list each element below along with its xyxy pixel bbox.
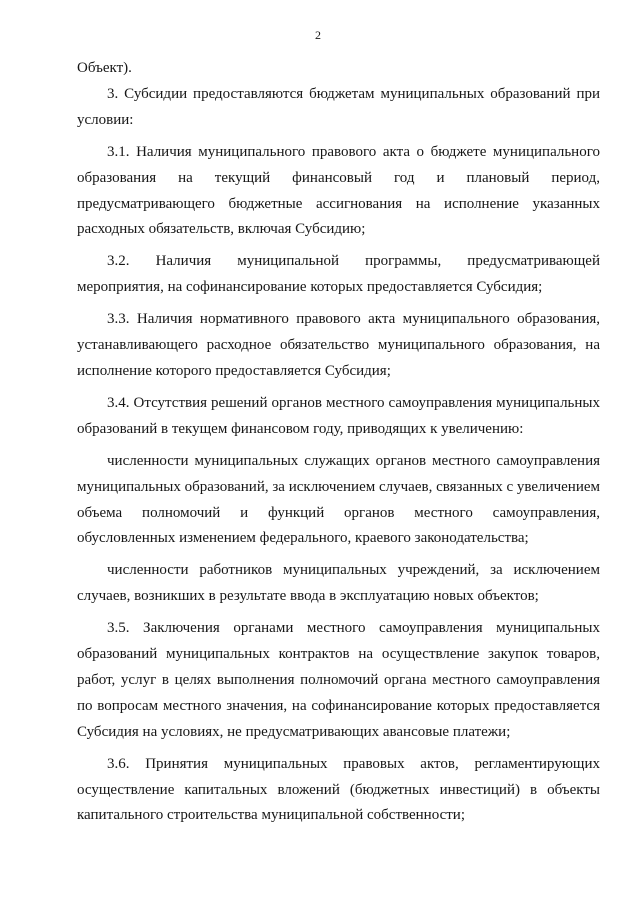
paragraph-3-1: 3.1. Наличия муниципального правового акта о бюджете муниципального образования на текущий финансовый год и плановый период, предусматривающего бюджетные ассигнования на исполнение указанных расходных обязательств, включая Субсидию;: [77, 143, 600, 238]
paragraph-3-4-item-1: численности муниципальных служащих органов местного самоуправления муниципальных образований, за исключением случаев, связанных с увеличением объема полномочий и функций органов местного самоуправления, обусловленных изменением федерального, краевого законодательства;: [77, 452, 600, 547]
paragraph-3-2: 3.2. Наличия муниципальной программы, предусматривающей мероприятия, на софинансирование которых предоставляется Субсидия;: [77, 253, 600, 296]
paragraph-3-4-item-2: численности работников муниципальных учреждений, за исключением случаев, возникших в результате ввода в эксплуатацию новых объектов;: [77, 562, 600, 605]
paragraph-3-4: 3.4. Отсутствия решений органов местного самоуправления муниципальных образований в текущем финансовом году, приводящих к увеличению:: [77, 394, 600, 437]
document-body: [77, 56, 600, 829]
paragraph-continuation: Объект).: [77, 60, 132, 76]
paragraph-3-3: 3.3. Наличия нормативного правового акта муниципального образования, устанавливающего расходное обязательство муниципального образования, на исполнение которого предоставляется Субсидия;: [77, 311, 600, 379]
paragraph-3-5: 3.5. Заключения органами местного самоуправления муниципальных образований муниципальных контрактов на осуществление закупок товаров, работ, услуг в целях выполнения полномочий органа местного самоуправления по вопросам местного значения, на софинансирование которых предоставляется Субсидия на условиях, не предусматривающих авансовые платежи;: [77, 620, 600, 740]
paragraph-3-6: 3.6. Принятия муниципальных правовых актов, регламентирующих осуществление капитальных вложений (бюджетных инвестиций) в объекты капитального строительства муниципальной собственности;: [77, 755, 600, 824]
paragraph-3: 3. Субсидии предоставляются бюджетам муниципальных образований при условии:: [77, 85, 600, 128]
page-number: 2: [315, 28, 321, 42]
